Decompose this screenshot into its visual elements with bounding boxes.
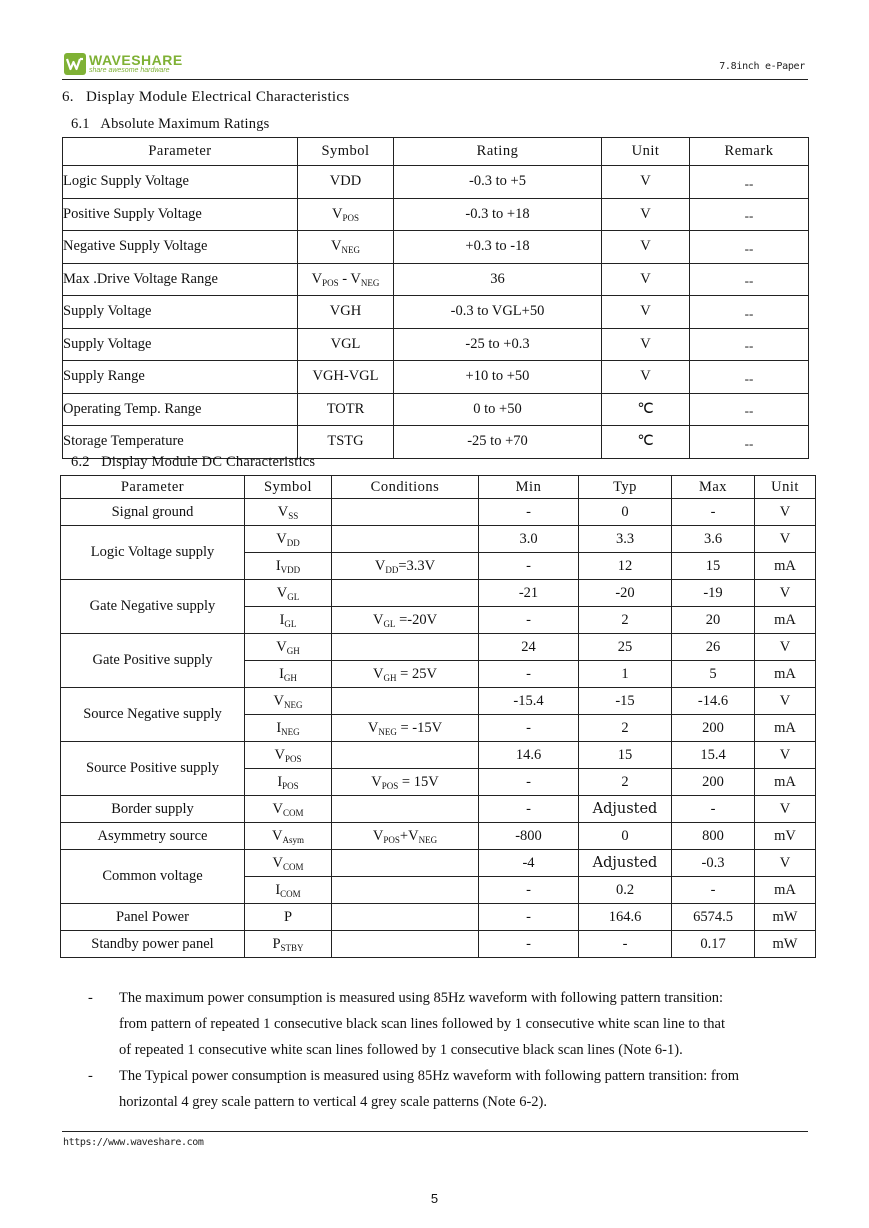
unit-cell: mA: [755, 661, 816, 688]
brand-tagline: share awesome hardware: [89, 67, 170, 74]
remark-cell: --: [690, 426, 809, 459]
min-cell: -: [479, 715, 579, 742]
table-header-row: [61, 476, 816, 499]
remark-cell: --: [690, 198, 809, 231]
bullet: -: [88, 990, 93, 1006]
conditions-cell: [332, 742, 479, 769]
subscript: COM: [282, 807, 304, 818]
subscript: Asym: [282, 834, 304, 845]
table-row: [61, 688, 816, 715]
max-cell: -14.6: [672, 688, 755, 715]
subscript: GH: [383, 672, 397, 683]
max-cell: 800: [672, 823, 755, 850]
param-cell: Supply Voltage: [63, 296, 298, 329]
min-cell: -15.4: [479, 688, 579, 715]
unit-cell: mW: [755, 931, 816, 958]
remark-cell: --: [690, 328, 809, 361]
min-cell: -: [479, 877, 579, 904]
param-cell: Operating Temp. Range: [63, 393, 298, 426]
subscript: SS: [288, 510, 299, 521]
typ-cell: 3.3: [579, 526, 672, 553]
footer-divider: [62, 1131, 808, 1132]
abs-max-heading: 6.1 Absolute Maximum Ratings: [71, 116, 270, 132]
param-cell: Logic Voltage supply: [61, 526, 245, 580]
unit-cell: V: [755, 580, 816, 607]
unit-cell: V: [602, 263, 690, 296]
symbol-cell: P: [245, 904, 332, 931]
param-cell: Gate Positive supply: [61, 634, 245, 688]
remark-cell: --: [690, 361, 809, 394]
symbol-cell: $I_{POS}$: [245, 769, 332, 796]
conditions-cell: [332, 904, 479, 931]
symbol-cell: $I_{GH}$: [245, 661, 332, 688]
subscript: NEG: [360, 277, 380, 288]
page-number: 5: [430, 1191, 439, 1206]
typ-cell: 2: [579, 715, 672, 742]
remark-cell: --: [690, 263, 809, 296]
conditions-cell: $V_{DD}=3.3V$: [332, 553, 479, 580]
subscript: POS: [322, 277, 339, 288]
conditions-cell: $V_{GL} =-20V$: [332, 607, 479, 634]
section-number: 6.: [62, 89, 74, 105]
table-row: [63, 328, 809, 361]
typ-cell: Adjusted: [579, 850, 672, 877]
symbol-cell: $V_{Asym}$: [245, 823, 332, 850]
min-cell: -: [479, 904, 579, 931]
subscript: STBY: [280, 942, 304, 953]
max-cell: 15.4: [672, 742, 755, 769]
header-divider: [62, 79, 808, 80]
waveshare-logo-icon: [64, 53, 86, 75]
subscript: COM: [280, 888, 301, 899]
subscript: GL: [383, 618, 396, 629]
param-cell: Negative Supply Voltage: [63, 231, 298, 264]
typ-cell: 2: [579, 607, 672, 634]
rating-cell: +0.3 to -18: [394, 231, 602, 264]
max-cell: 3.6: [672, 526, 755, 553]
table-header-row: [63, 138, 809, 166]
subscript: NEG: [418, 834, 438, 845]
symbol-cell: $I_{COM}$: [245, 877, 332, 904]
subscript: NEG: [281, 726, 300, 737]
unit-cell: mW: [755, 904, 816, 931]
typ-cell: Adjusted: [579, 796, 672, 823]
table-row: [63, 231, 809, 264]
param-cell: Panel Power: [61, 904, 245, 931]
max-cell: -: [672, 877, 755, 904]
section-title: Display Module Electrical Characteristics: [86, 89, 350, 105]
typ-cell: 0: [579, 823, 672, 850]
conditions-cell: $V_{POS} = 15V$: [332, 769, 479, 796]
subscript: NEG: [378, 726, 397, 737]
symbol-cell: $V_{DD}$: [245, 526, 332, 553]
symbol-cell: TSTG: [298, 426, 394, 459]
subscript: POS: [284, 753, 302, 764]
rating-cell: -0.3 to +18: [394, 198, 602, 231]
conditions-cell: [332, 688, 479, 715]
unit-cell: mA: [755, 607, 816, 634]
unit-cell: mA: [755, 769, 816, 796]
symbol-cell: $V_{NEG}$: [298, 231, 394, 264]
subscript: GH: [286, 645, 300, 656]
symbol-cell: $V_{NEG}$: [245, 688, 332, 715]
unit-cell: ℃: [602, 426, 690, 459]
rating-cell: -0.3 to +5: [394, 166, 602, 199]
note-line: The Typical power consumption is measured using 85Hz waveform with following pattern transition: from: [119, 1068, 740, 1084]
unit-cell: V: [755, 526, 816, 553]
param-cell: Border supply: [61, 796, 245, 823]
symbol-cell: $V_{POS}$: [245, 742, 332, 769]
table-row: [61, 850, 816, 877]
rating-cell: +10 to +50: [394, 361, 602, 394]
unit-cell: V: [755, 850, 816, 877]
symbol-cell: $I_{VDD}$: [245, 553, 332, 580]
symbol-cell: $V_{COM}$: [245, 850, 332, 877]
table-row: [61, 526, 816, 553]
unit-cell: V: [602, 361, 690, 394]
param-cell: Source Positive supply: [61, 742, 245, 796]
max-cell: -0.3: [672, 850, 755, 877]
param-cell: Signal ground: [61, 499, 245, 526]
symbol-cell: $I_{GL}$: [245, 607, 332, 634]
note-item: [88, 985, 818, 1063]
symbol-cell: VGH: [298, 296, 394, 329]
conditions-cell: $V_{POS}+V_{NEG}$: [332, 823, 479, 850]
column-header: Conditions: [332, 476, 479, 499]
note-line: of repeated 1 consecutive white scan lines followed by 1 consecutive black scan lines (Note 6-1).: [119, 1042, 683, 1058]
unit-cell: mV: [755, 823, 816, 850]
symbol-cell: VGH-VGL: [298, 361, 394, 394]
table-row: [61, 931, 816, 958]
table-row: [61, 742, 816, 769]
min-cell: -: [479, 661, 579, 688]
conditions-cell: [332, 931, 479, 958]
max-cell: 200: [672, 715, 755, 742]
symbol-cell: $V_{GL}$: [245, 580, 332, 607]
column-header: Max: [672, 476, 755, 499]
subscript: GL: [287, 591, 300, 602]
table-row: [61, 499, 816, 526]
bullet: -: [88, 1068, 93, 1084]
symbol-cell: $V_{GH}$: [245, 634, 332, 661]
subscript: POS: [381, 780, 399, 791]
subscript: NEG: [341, 245, 360, 256]
param-cell: Asymmetry source: [61, 823, 245, 850]
param-cell: Common voltage: [61, 850, 245, 904]
unit-cell: V: [755, 688, 816, 715]
min-cell: -: [479, 769, 579, 796]
brand-name: WAVESHARE: [89, 52, 183, 68]
symbol-cell: $V_{POS}$: [298, 198, 394, 231]
min-cell: -: [479, 553, 579, 580]
subscript: GL: [284, 618, 297, 629]
column-header: Typ: [579, 476, 672, 499]
typ-cell: 2: [579, 769, 672, 796]
table-row: [61, 580, 816, 607]
subscript: GH: [283, 672, 297, 683]
unit-cell: V: [602, 198, 690, 231]
unit-cell: mA: [755, 553, 816, 580]
symbol-cell: TOTR: [298, 393, 394, 426]
typ-cell: 25: [579, 634, 672, 661]
note-line: from pattern of repeated 1 consecutive black scan lines followed by 1 consecutive white scan line to that: [119, 1016, 725, 1032]
conditions-cell: [332, 580, 479, 607]
symbol-cell: VGL: [298, 328, 394, 361]
unit-cell: V: [755, 742, 816, 769]
column-header: Unit: [602, 138, 690, 166]
param-cell: Source Negative supply: [61, 688, 245, 742]
table-row: [63, 263, 809, 296]
unit-cell: V: [602, 328, 690, 361]
column-header: Parameter: [63, 138, 298, 166]
dc-characteristics-table: [60, 475, 816, 958]
min-cell: 3.0: [479, 526, 579, 553]
max-cell: -: [672, 796, 755, 823]
column-header: Unit: [755, 476, 816, 499]
symbol-cell: $P_{STBY}$: [245, 931, 332, 958]
rating-cell: -0.3 to VGL+50: [394, 296, 602, 329]
param-cell: Logic Supply Voltage: [63, 166, 298, 199]
unit-cell: V: [755, 499, 816, 526]
column-header: Rating: [394, 138, 602, 166]
footer-url: https://www.waveshare.com: [63, 1137, 204, 1148]
notes-list: [88, 985, 818, 1115]
symbol-cell: $I_{NEG}$: [245, 715, 332, 742]
remark-cell: --: [690, 296, 809, 329]
remark-cell: --: [690, 231, 809, 264]
unit-cell: V: [602, 166, 690, 199]
note-line: horizontal 4 grey scale pattern to vertical 4 grey scale patterns (Note 6-2).: [119, 1094, 547, 1110]
conditions-cell: $V_{NEG} = -15V$: [332, 715, 479, 742]
symbol-cell: $V_{POS} - V_{NEG}$: [298, 263, 394, 296]
min-cell: -21: [479, 580, 579, 607]
unit-cell: V: [755, 796, 816, 823]
note-line: The maximum power consumption is measured using 85Hz waveform with following pattern transition:: [119, 990, 724, 1006]
document-title: 7.8inch e-Paper: [719, 61, 805, 72]
min-cell: -: [479, 499, 579, 526]
param-cell: Supply Range: [63, 361, 298, 394]
column-header: Symbol: [245, 476, 332, 499]
symbol-cell: $V_{COM}$: [245, 796, 332, 823]
min-cell: -: [479, 931, 579, 958]
unit-cell: ℃: [602, 393, 690, 426]
subscript: POS: [342, 212, 359, 223]
subscript: VDD: [280, 564, 301, 575]
rating-cell: -25 to +70: [394, 426, 602, 459]
param-cell: Positive Supply Voltage: [63, 198, 298, 231]
table-row: [63, 198, 809, 231]
param-cell: Gate Negative supply: [61, 580, 245, 634]
typ-cell: 164.6: [579, 904, 672, 931]
table-row: [61, 823, 816, 850]
subscript: POS: [383, 834, 400, 845]
rating-cell: -25 to +0.3: [394, 328, 602, 361]
typ-cell: 1: [579, 661, 672, 688]
symbol-cell: VDD: [298, 166, 394, 199]
conditions-cell: [332, 877, 479, 904]
param-cell: Storage Temperature: [63, 426, 298, 459]
dc-heading: 6.2 Display Module DC Characteristics: [71, 454, 316, 470]
column-header: Parameter: [61, 476, 245, 499]
table-row: [63, 166, 809, 199]
max-cell: 26: [672, 634, 755, 661]
unit-cell: mA: [755, 877, 816, 904]
table-row: [63, 393, 809, 426]
max-cell: -: [672, 499, 755, 526]
max-cell: 5: [672, 661, 755, 688]
conditions-cell: [332, 526, 479, 553]
conditions-cell: [332, 634, 479, 661]
typ-cell: 0: [579, 499, 672, 526]
column-header: Min: [479, 476, 579, 499]
symbol-cell: $V_{SS}$: [245, 499, 332, 526]
unit-cell: mA: [755, 715, 816, 742]
remark-cell: --: [690, 393, 809, 426]
typ-cell: 15: [579, 742, 672, 769]
min-cell: -4: [479, 850, 579, 877]
table-row: [61, 904, 816, 931]
param-cell: Standby power panel: [61, 931, 245, 958]
max-cell: 6574.5: [672, 904, 755, 931]
typ-cell: -15: [579, 688, 672, 715]
max-cell: -19: [672, 580, 755, 607]
subscript: COM: [282, 861, 304, 872]
min-cell: -: [479, 607, 579, 634]
section-heading: [62, 89, 349, 106]
min-cell: -: [479, 796, 579, 823]
rating-cell: 36: [394, 263, 602, 296]
rating-cell: 0 to +50: [394, 393, 602, 426]
typ-cell: 12: [579, 553, 672, 580]
max-cell: 15: [672, 553, 755, 580]
note-item: [88, 1063, 818, 1115]
max-cell: 0.17: [672, 931, 755, 958]
conditions-cell: [332, 796, 479, 823]
table-row: [63, 296, 809, 329]
subscript: DD: [385, 564, 399, 575]
remark-cell: --: [690, 166, 809, 199]
subscript: DD: [286, 537, 300, 548]
subscript: NEG: [283, 699, 303, 710]
unit-cell: V: [755, 634, 816, 661]
table-row: [63, 361, 809, 394]
waveshare-logo: [64, 53, 194, 77]
unit-cell: V: [602, 296, 690, 329]
unit-cell: V: [602, 231, 690, 264]
conditions-cell: [332, 850, 479, 877]
conditions-cell: $V_{GH} = 25V$: [332, 661, 479, 688]
subscript: POS: [282, 780, 299, 791]
min-cell: 14.6: [479, 742, 579, 769]
param-cell: Max .Drive Voltage Range: [63, 263, 298, 296]
table-row: [61, 796, 816, 823]
conditions-cell: [332, 499, 479, 526]
column-header: Remark: [690, 138, 809, 166]
min-cell: 24: [479, 634, 579, 661]
min-cell: -800: [479, 823, 579, 850]
absolute-max-ratings-table: [62, 137, 809, 459]
max-cell: 20: [672, 607, 755, 634]
table-row: [61, 634, 816, 661]
typ-cell: -: [579, 931, 672, 958]
max-cell: 200: [672, 769, 755, 796]
column-header: Symbol: [298, 138, 394, 166]
typ-cell: 0.2: [579, 877, 672, 904]
param-cell: Supply Voltage: [63, 328, 298, 361]
typ-cell: -20: [579, 580, 672, 607]
